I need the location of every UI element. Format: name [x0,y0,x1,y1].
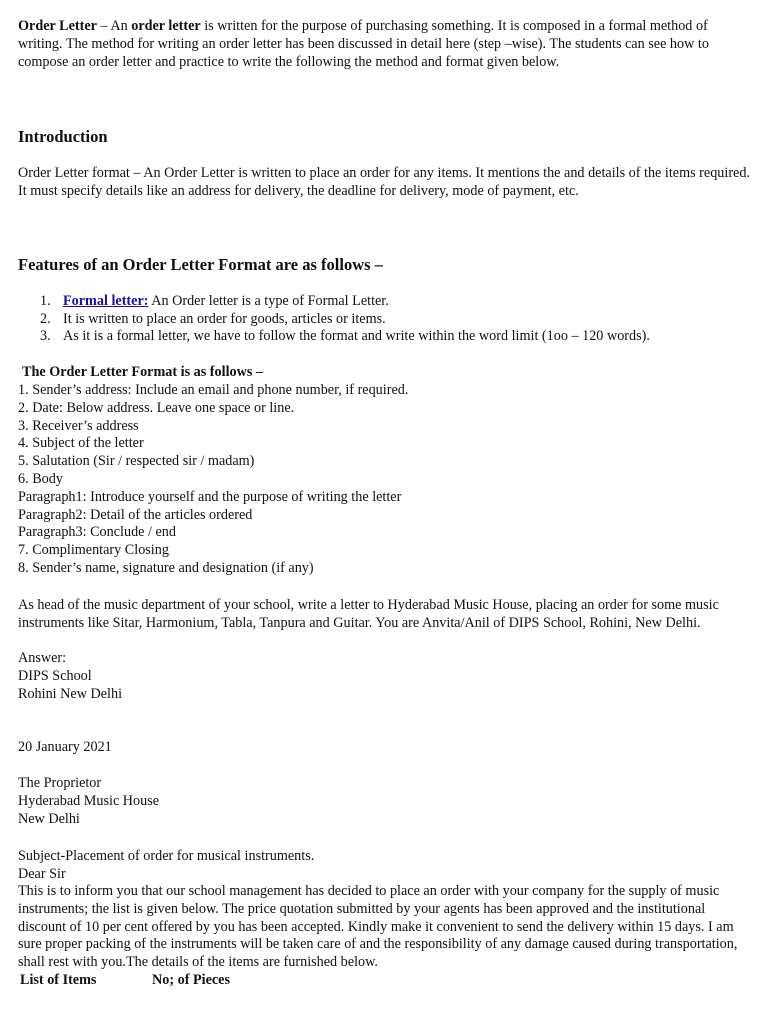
sender-line: Rohini New Delhi [18,685,123,702]
intro-dash: – An [96,18,132,34]
list-item-text: An Order letter is a type of Formal Letter. [148,293,389,309]
format-step: 7. Complimentary Closing [18,542,169,559]
list-item [18,293,750,311]
question-paragraph: As head of the music department of your school, write a letter to Hyderabad Music House, placing an order for some music instruments like Sitar, Harmonium, Tabla, Tanpura and Guitar. You are Anvita/Anil of DIPS School, Rohini, New Delhi. [18,597,719,631]
list-item [18,328,750,346]
format-step: 4. Subject of the letter [18,435,144,452]
features-list [18,293,750,346]
intro-text: is written for the purpose of purchasing something. It is composed in a formal method of writing. The method for writing an order letter has been discussed in detail here (step –wise). The students can see how to compose an order letter and practice to write the following the method and format given below. [18,18,709,70]
list-item [18,311,750,329]
letter-subject-salutation [18,848,750,884]
answer-block [18,650,750,703]
format-steps [18,382,750,578]
introduction-paragraph: Order Letter format – An Order Letter is written to place an order for any items. It mentions the and details of the items required. It must specify details like an address for delivery, the deadline for delivery, mode of payment, etc. [18,165,750,199]
list-number: 3. [40,328,51,344]
salutation-line: Dear Sir [18,865,66,882]
intro-bold-term: order letter [131,18,201,34]
list-number: 1. [40,293,51,309]
format-step: 8. Sender’s name, signature and designation (if any) [18,559,314,576]
intro-term: Order Letter [18,18,97,34]
format-step: 2. Date: Below address. Leave one space or line. [18,399,295,416]
introduction-heading: Introduction [18,127,108,146]
format-step: Paragraph2: Detail of the articles ordered [18,506,253,523]
list-number: 2. [40,310,51,327]
format-step: 3. Receiver’s address [18,417,139,434]
list-item-text: As it is a formal letter, we have to follow the format and write within the word limit (1oo – 120 words). [63,328,650,344]
format-step: Paragraph1: Introduce yourself and the purpose of writing the letter [18,488,402,505]
format-step: Paragraph3: Conclude / end [18,524,176,541]
receiver-line: New Delhi [18,810,80,827]
format-step: 5. Salutation (Sir / respected sir / madam) [18,453,255,470]
answer-label: Answer: [18,650,67,666]
letter-body: This is to inform you that our school management has decided to place an order with your company for the supply of music instruments; the list is given below. The price quotation submitted by your agents has been approved and the institutional discount of 10 per cent offered by you has been accepted. Kindly make it convenient to send the delivery within 15 days. I am sure proper packing of the instruments will be taken care of and the responsibility of any damage caused during transportation, shall rest with you.The details of the items are furnished below. [18,883,738,971]
sender-line: DIPS School [18,667,92,684]
formal-letter-link[interactable]: Formal letter: [63,293,149,309]
receiver-line: The Proprietor [18,775,102,791]
receiver-line: Hyderabad Music House [18,792,160,809]
format-step: 1. Sender’s address: Include an email and phone number, if required. [18,382,409,398]
features-heading: Features of an Order Letter Format are as follows – [18,255,383,274]
format-step: 6. Body [18,470,63,487]
subject-line: Subject-Placement of order for musical instruments. [18,848,315,864]
date-line: 20 January 2021 [18,739,112,755]
items-table-header [20,972,230,989]
items-col-header: List of Items [20,972,97,988]
format-heading: The Order Letter Format is as follows – [22,364,264,380]
list-item-text: It is written to place an order for goods, articles or items. [63,310,386,327]
pieces-col-header: No; of Pieces [152,972,230,988]
intro-paragraph [18,17,750,71]
receiver-address [18,775,750,828]
letter-date [18,739,750,757]
